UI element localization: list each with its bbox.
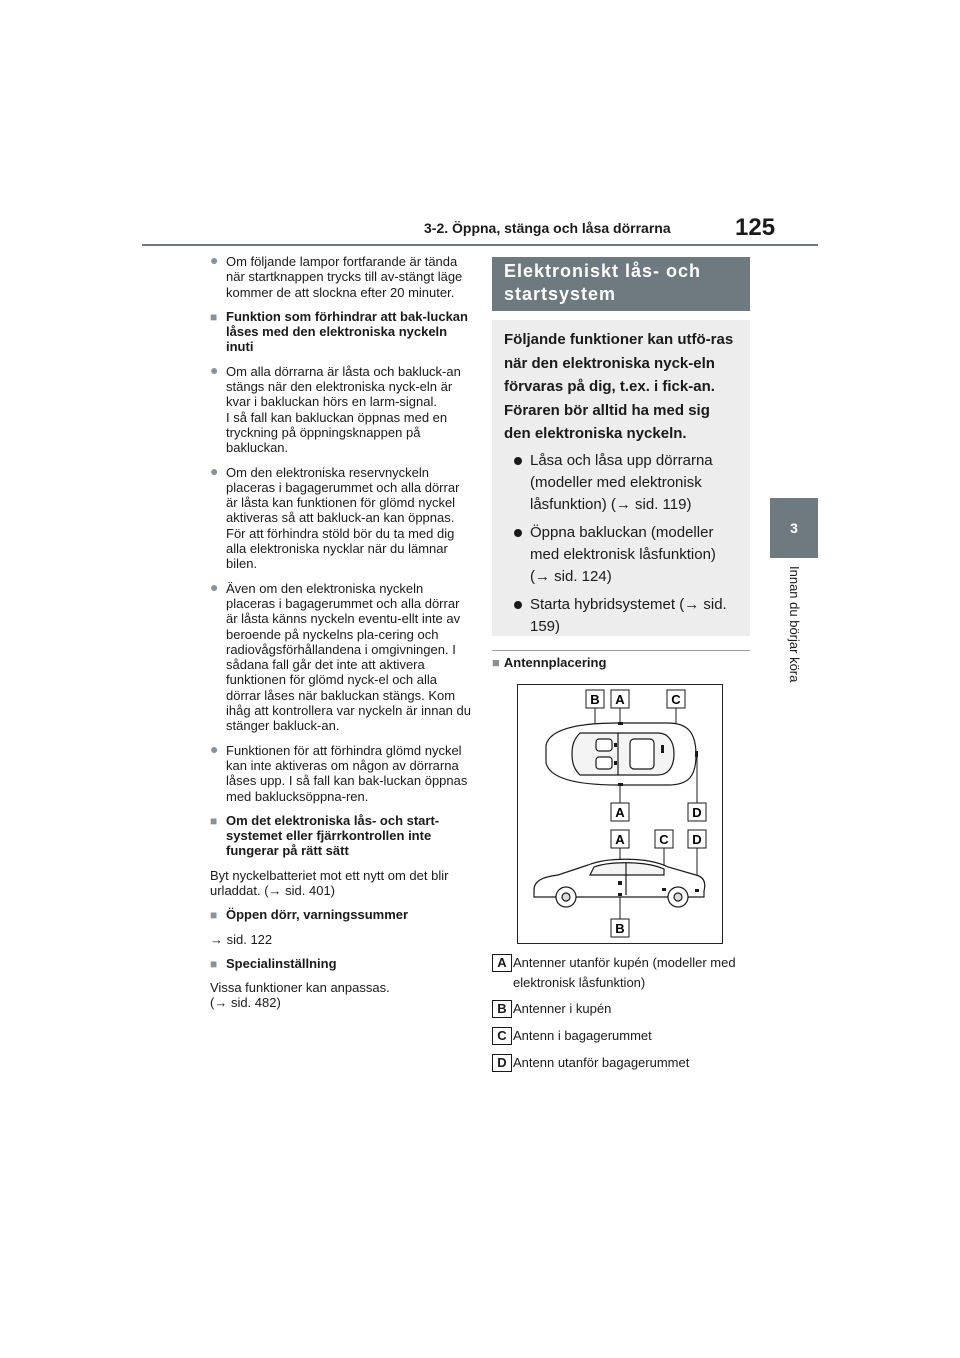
circle-marker-icon: ● — [210, 462, 219, 479]
note-item — [210, 462, 472, 572]
note-item — [210, 578, 472, 734]
circle-marker-icon: ● — [210, 361, 219, 378]
square-marker-icon: ■ — [210, 813, 218, 828]
feature-bullet — [504, 522, 738, 588]
box-intro: Följande funktioner kan utfö-ras när den elektroniska nyck-eln förvaras på dig, t.ex. i fick-an. Föraren bör alltid ha med sig den elektroniska nyckeln. — [504, 331, 734, 442]
item-text: Specialinställning — [226, 955, 337, 971]
feature-box — [492, 320, 750, 636]
label-D-mid: D — [692, 805, 702, 820]
page-number: 125 — [735, 214, 776, 241]
box-title: Elektroniskt lås- och startsystem — [492, 257, 750, 311]
feature-bullet — [504, 594, 738, 638]
car-antenna-illustration — [518, 685, 722, 943]
item-text: Om alla dörrarna är låsta och bakluck-an stängs när den elektroniska nyck-eln är kvar i bakluckan hörs en larm-signal. I så fall kan bakluckan öppnas med en tryckning på öppningsknappen på bakluckan. — [226, 363, 461, 456]
legend-text: Antenn i bagagerummet — [513, 1028, 652, 1043]
circle-marker-icon: ● — [210, 578, 219, 595]
label-A-top: A — [615, 692, 625, 707]
bullet-dot-icon — [514, 457, 522, 465]
bullet-text: Låsa och låsa upp dörrarna (modeller med elektronisk låsfunktion) (→ sid. 119) — [530, 451, 713, 513]
paragraph — [210, 932, 472, 947]
legend-text: Antenner utanför kupén (modeller med elektronisk låsfunktion) — [513, 955, 736, 990]
item-text: Om följande lampor fortfarande är tända när startknappen trycks till av-stängt läge kommer de att slockna efter 20 minuter. — [226, 254, 463, 300]
subheading — [210, 813, 472, 859]
label-D-side: D — [692, 832, 702, 847]
item-text: Om den elektroniska reservnyckeln placeras i bagagerummet och alla dörrar är låsta kan funktionen för glömd nyckel aktiveras så att bakluck-an kan öppnas. För att förhindra stöld bör du ta med dig alla elektroniska nycklar när du lämnar bilen. — [226, 464, 460, 572]
item-text: Vissa funktioner kan anpassas. (→ sid. 482) — [210, 980, 390, 1011]
label-B-bottom: B — [615, 921, 625, 936]
bullet-dot-icon — [514, 529, 522, 537]
note-item — [210, 361, 472, 456]
label-A-side: A — [615, 832, 625, 847]
feature-bullet — [504, 450, 738, 516]
legend-text: Antenner i kupén — [513, 1001, 612, 1016]
item-text: Byt nyckelbatteriet mot ett nytt om det blir urladdat. (→ sid. 401) — [210, 867, 449, 898]
bullet-text: Öppna bakluckan (modeller med elektronisk låsfunktion) (→ sid. 124) — [530, 523, 716, 585]
legend-text: Antenn utanför bagagerummet — [513, 1055, 690, 1070]
square-marker-icon: ■ — [492, 655, 500, 670]
square-marker-icon: ■ — [210, 908, 218, 923]
square-marker-icon: ■ — [210, 956, 218, 971]
bullet-text: Starta hybridsystemet (→ sid. 159) — [530, 595, 727, 635]
subheading — [210, 309, 472, 355]
item-text: Öppen dörr, varningssummer — [226, 907, 409, 923]
antenna-diagram — [517, 684, 723, 944]
item-text: → sid. 122 — [210, 931, 273, 947]
circle-marker-icon: ● — [210, 740, 219, 757]
label-C-side: C — [659, 832, 669, 847]
item-text: Även om den elektroniska nyckeln placeras i bagagerummet och alla dörrar är låsta känns nyckeln eventu-ellt inte av beroende på nyckelns pla-cering och radiovågsförhållandena i omgivningen. I sådana fall går det inte att aktivera funktionen för glömd nyck-el och alla dörrar låses när bakluckan stängs. Kom ihåg att kontrollera var nyckeln är innan du stänger bakluck-an. — [226, 580, 471, 734]
left-column — [210, 254, 472, 1020]
label-A-mid: A — [615, 805, 625, 820]
square-marker-icon: ■ — [210, 309, 218, 324]
chapter-title: Innan du börjar köra — [787, 566, 802, 683]
legend-key: D — [492, 1054, 512, 1072]
chapter-tab: 3 — [770, 498, 818, 558]
label-B-top: B — [590, 692, 600, 707]
item-text: Funktionen för att förhindra glömd nyckel kan inte aktiveras om någon av dörrarna låses upp. I så fall kan bak-luckan öppnas med baklucksöppna-ren. — [226, 742, 468, 804]
item-text: Om det elektroniska lås- och start-systemet eller fjärrkontrollen inte fungerar på rätt sätt — [226, 812, 440, 859]
subheading — [210, 907, 472, 922]
legend-key: A — [492, 954, 512, 972]
label-C-top: C — [671, 692, 681, 707]
section-title: 3-2. Öppna, stänga och låsa dörrarna — [424, 220, 671, 236]
item-text: Funktion som förhindrar att bak-luckan låses med den elektroniska nyckeln inuti — [226, 308, 468, 355]
legend-key: C — [492, 1027, 512, 1045]
chapter-side-label — [770, 566, 818, 706]
note-item — [210, 740, 472, 804]
circle-marker-icon: ● — [210, 252, 219, 268]
paragraph — [210, 868, 472, 899]
header-divider — [142, 244, 818, 246]
bullet-dot-icon — [514, 601, 522, 609]
section-divider — [492, 650, 750, 651]
note-item — [210, 254, 472, 300]
paragraph — [210, 980, 472, 1011]
subheading — [210, 956, 472, 971]
legend-key: B — [492, 1000, 512, 1018]
antenna-heading: ■ Antennplacering — [492, 655, 607, 670]
